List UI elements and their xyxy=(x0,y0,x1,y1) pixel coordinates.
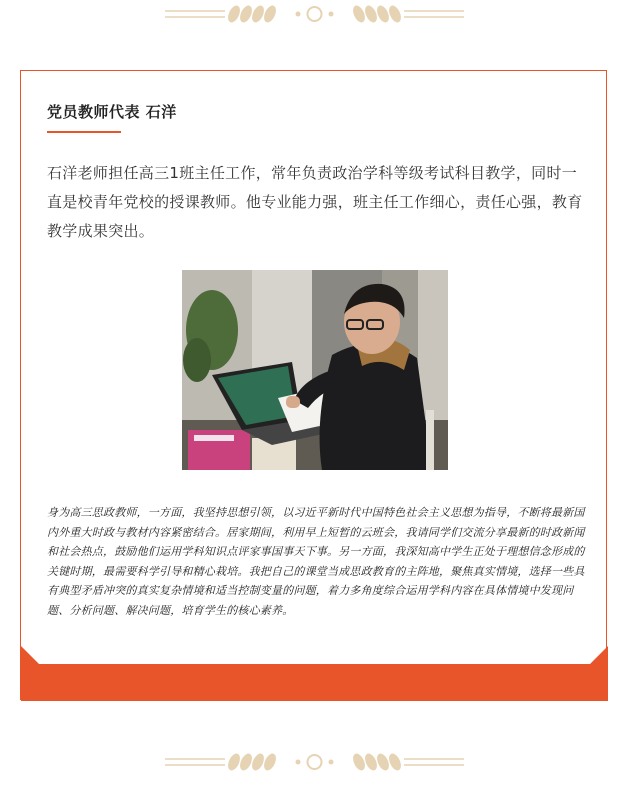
profile-heading: 党员教师代表 石洋 xyxy=(47,103,177,121)
top-wheat-ornament-icon xyxy=(0,0,629,30)
heading-underline xyxy=(47,131,121,133)
footer-band xyxy=(21,646,608,701)
teacher-photo xyxy=(182,270,448,470)
profile-card xyxy=(20,70,607,700)
profile-statement: 身为高三思政教师，一方面，我坚持思想引领，以习近平新时代中国特色社会主义思想为指导，不断将最新国内外重大时政与教材内容紧密结合。居家期间，利用早上短暂的云班会，我请同学们交流分享最新的时政新闻和社会热点，鼓励他们运用学科知识点评家事国事天下事。另一方面，我深知高中学生正处于理想信念形成的关键时期，最需要科学引导和精心栽培。我把自己的课堂当成思政教育的主阵地，聚焦真实情境，选择一些具有典型矛盾冲突的真实复杂情境和适当控制变量的问题，着力多角度综合运用学科内容在具体情境中发现问题、分析问题、解决问题，培育学生的核心素养。 xyxy=(47,506,585,617)
teacher-at-laptop-photo-icon xyxy=(182,270,448,470)
profile-intro: 石洋老师担任高三1班主任工作，常年负责政治学科等级考试科目教学，同时一直是校青年党校的授课教师。他专业能力强，班主任工作细心，责任心强，教育教学成果突出。 xyxy=(47,164,583,240)
bottom-wheat-ornament-icon xyxy=(0,748,629,778)
